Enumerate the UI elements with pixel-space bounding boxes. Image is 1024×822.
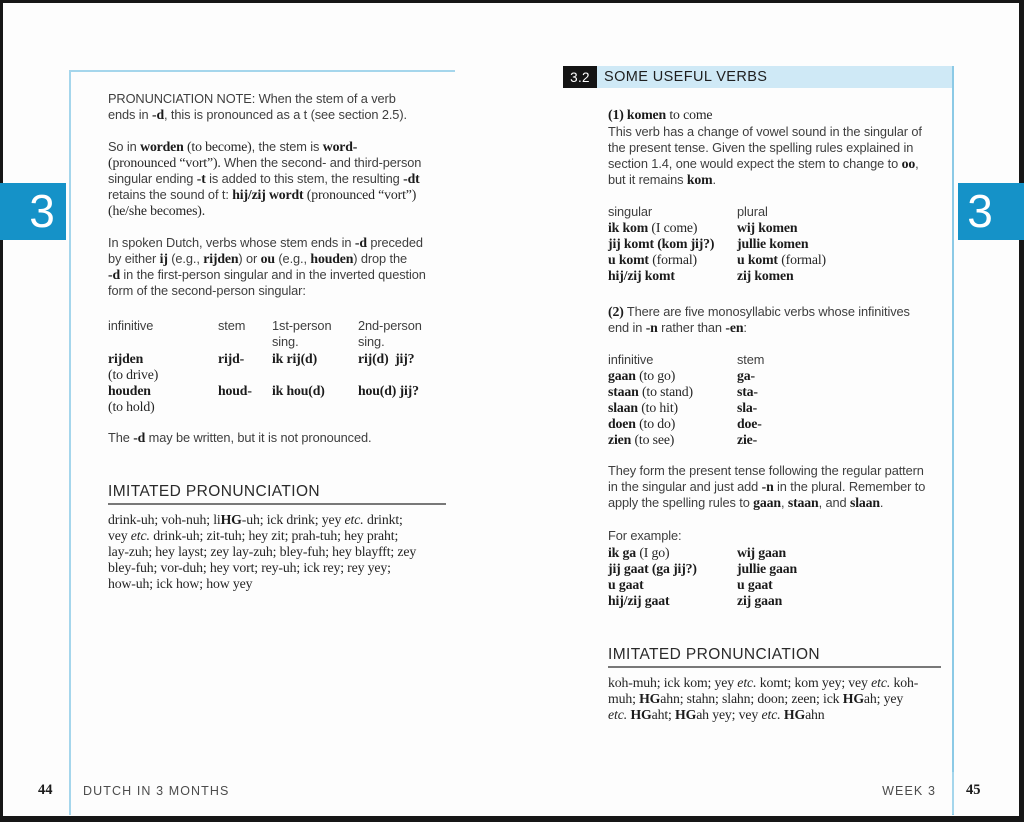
table-cell: zien (to see) [608, 432, 675, 447]
table-cell: hij/zij komt [608, 268, 675, 283]
table-cell: jullie gaan [737, 561, 798, 576]
table-cell: zij komen [737, 268, 794, 283]
table-cell: wij komen [737, 220, 798, 235]
table-cell: rijd- [218, 351, 245, 366]
table-cell: slaan (to hit) [608, 400, 678, 415]
table-cell: doen (to do) [608, 416, 676, 431]
table-cell: infinitive [608, 352, 654, 367]
text-line: retains the sound of t: hij/zij wordt (pronounced “vort”) [108, 187, 417, 202]
chapter-number: 3 [967, 185, 993, 237]
footer-divider-right [952, 772, 954, 814]
table-cell: jij gaat (ga jij?) [608, 561, 697, 576]
table-cell: sta- [737, 384, 758, 399]
table-cell: zie- [737, 432, 758, 447]
page-number-left: 44 [38, 782, 53, 798]
table-cell: (to hold) [108, 399, 155, 414]
page-number-right: 45 [966, 782, 981, 798]
imitated-pronunciation-heading: IMITATED PRONUNCIATION [608, 646, 821, 663]
text-line: by either ij (e.g., rijden) or ou (e.g., houden) drop the [108, 251, 408, 266]
table-cell: staan (to stand) [608, 384, 693, 399]
text-line: but it remains kom. [608, 172, 716, 187]
text-line: -d in the first-person singular and in the inverted question [108, 267, 426, 282]
text-line: etc. HGaht; HGah yey; vey etc. HGahn [608, 707, 825, 722]
chapter-tab-right [958, 183, 1024, 240]
table-cell: sla- [737, 400, 758, 415]
chapter-number: 3 [29, 185, 55, 237]
right-page-border-right [952, 66, 954, 815]
table-cell: infinitive [108, 318, 154, 333]
text-line: the present tense. Given the spelling rules explained in [608, 140, 914, 155]
table-cell: u gaat [737, 577, 773, 592]
table-cell: u komt (formal) [737, 252, 826, 267]
table-cell: houd- [218, 383, 252, 398]
table-cell: hou(d) jij? [358, 383, 419, 398]
text-line: end in -n rather than -en: [608, 320, 747, 335]
text-line: The -d may be written, but it is not pronounced. [108, 430, 372, 445]
table-cell: 1st-person [272, 318, 332, 333]
table-cell: plural [737, 204, 768, 219]
table-cell: wij gaan [737, 545, 787, 560]
text-line: muh; HGahn; stahn; slahn; doon; zeen; ick HGah; yey [608, 691, 904, 706]
text-line: (2) There are five monosyllabic verbs whose infinitives [608, 304, 910, 319]
table-cell: sing. [358, 334, 385, 349]
text-line: So in worden (to become), the stem is word- [108, 139, 358, 154]
heading-rule [108, 503, 446, 505]
text-line: koh-muh; ick kom; yey etc. komt; kom yey; vey etc. koh- [608, 675, 919, 690]
book-title: DUTCH IN 3 MONTHS [83, 784, 230, 798]
text-line: singular ending -t is added to this stem, the resulting -dt [108, 171, 420, 186]
text-line: in the singular and just add -n in the plural. Remember to [608, 479, 926, 494]
table-cell: rijden [108, 351, 144, 366]
table-cell: 2nd-person [358, 318, 422, 333]
table-cell: sing. [272, 334, 299, 349]
text-line: section 1.4, one would expect the stem to change to oo, [608, 156, 919, 171]
table-cell: ik kom (I come) [608, 220, 698, 235]
table-cell: hij/zij gaat [608, 593, 670, 608]
table-cell: zij gaan [737, 593, 783, 608]
text-line: apply the spelling rules to gaan, staan, and slaan. [608, 495, 884, 510]
table-cell: u gaat [608, 577, 644, 592]
table-cell: jullie komen [737, 236, 809, 251]
table-cell: stem [737, 352, 765, 367]
text-line: In spoken Dutch, verbs whose stem ends in -d preceded [108, 235, 423, 250]
text-line: ends in -d, this is pronounced as a t (see section 2.5). [108, 107, 407, 122]
table-cell: gaan (to go) [608, 368, 676, 383]
text-line: vey etc. drink-uh; zit-tuh; hey zit; prah-tuh; hey praht; [108, 528, 399, 543]
table-cell: ik ga (I go) [608, 545, 670, 560]
table-cell: u komt (formal) [608, 252, 697, 267]
text-line: how-uh; ick how; how yey [108, 576, 253, 591]
text-line: For example: [608, 528, 682, 543]
text-line: (pronounced “vort”). When the second- and third-person [108, 155, 422, 170]
table-cell: singular [608, 204, 653, 219]
imitated-pronunciation-heading: IMITATED PRONUNCIATION [108, 483, 321, 500]
table-cell: ga- [737, 368, 755, 383]
section-number-badge: 3.2 [563, 66, 597, 88]
text-line: This verb has a change of vowel sound in the singular of [608, 124, 922, 139]
text-line: bley-fuh; vor-duh; hey vort; rey-uh; ick rey; rey yey; [108, 560, 391, 575]
left-page-border-left [69, 70, 71, 815]
table-cell: doe- [737, 416, 762, 431]
table-cell: rij(d) jij? [358, 351, 415, 366]
text-line: PRONUNCIATION NOTE: When the stem of a verb [108, 91, 396, 106]
left-page-border-top [69, 70, 455, 72]
table-cell: (to drive) [108, 367, 159, 382]
footer-divider-left [69, 772, 71, 814]
text-line: (he/she becomes). [108, 203, 206, 218]
text-line: (1) komen to come [608, 107, 713, 122]
text-line: drink-uh; voh-nuh; liHG-uh; ick drink; yey etc. drinkt; [108, 512, 403, 527]
heading-rule [608, 666, 941, 668]
section-title: SOME USEFUL VERBS [604, 69, 768, 85]
table-cell: stem [218, 318, 246, 333]
week-label: WEEK 3 [882, 784, 936, 798]
text-line: lay-zuh; hey layst; zey lay-zuh; bley-fuh; hey blayfft; zey [108, 544, 417, 559]
table-cell: jij komt (kom jij?) [608, 236, 715, 251]
table-cell: ik hou(d) [272, 383, 325, 398]
table-cell: houden [108, 383, 151, 398]
chapter-tab-left [0, 183, 66, 240]
text-line: form of the second-person singular: [108, 283, 306, 298]
table-cell: ik rij(d) [272, 351, 318, 366]
text-line: They form the present tense following the regular pattern [608, 463, 924, 478]
